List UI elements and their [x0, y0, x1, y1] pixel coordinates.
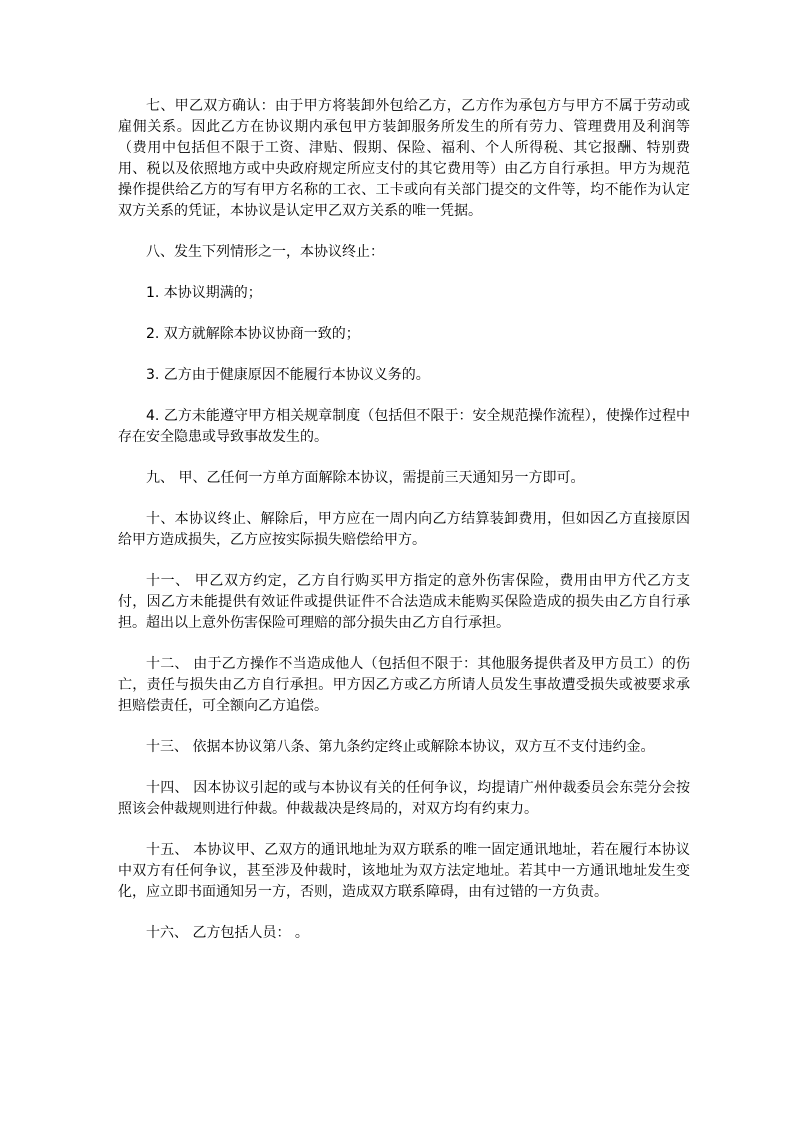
- clause-15-paragraph: 十五、 本协议甲、乙双方的通讯地址为双方联系的唯一固定通讯地址，若在履行本协议中双方有任何争议，甚至涉及仲裁时，该地址为双方法定地址。若其中一方通讯地址发生变化，应立即书面通知另一方，否则，造成双方联系障碍，由有过错的一方负责。: [118, 842, 690, 900]
- clause-13-paragraph: 十三、 依据本协议第八条、第九条约定终止或解除本协议，双方互不支付违约金。: [146, 739, 655, 755]
- clause-8-heading: 八、发生下列情形之一，本协议终止：: [146, 244, 384, 260]
- clause-9-paragraph: 九、 甲、乙任何一方单方面解除本协议，需提前三天通知另一方即可。: [146, 470, 585, 486]
- clause-7-paragraph: 七、甲乙双方确认：由于甲方将装卸外包给乙方，乙方作为承包方与甲方不属于劳动或雇佣关系。因此乙方在协议期内承包甲方装卸服务所发生的所有劳力、管理费用及利润等（费用中包括但不限于工资、津贴、假期、保险、福利、个人所得税、其它报酬、特别费用、税以及依照地方或中央政府规定所应支付的其它费用等）由乙方自行承担。甲方为规范操作提供给乙方的写有甲方名称的工衣、工卡或向有关部门提交的文件等，均不能作为认定双方关系的凭证，本协议是认定甲乙双方关系的唯一凭据。: [118, 98, 690, 219]
- clause-8-item-2: 2. 双方就解除本协议协商一致的；: [146, 326, 360, 342]
- clause-11-paragraph: 十一、 甲乙双方约定，乙方自行购买甲方指定的意外伤害保险，费用由甲方代乙方支付，因乙方未能提供有效证件或提供证件不合法造成未能购买保险造成的损失由乙方自行承担。超出以上意外伤害保险可理赔的部分损失由乙方自行承担。: [118, 573, 690, 631]
- clause-8-item-4: 4. 乙方未能遵守甲方相关规章制度（包括但不限于：安全规范操作流程），使操作过程中存在安全隐患或导致事故发生的。: [118, 408, 690, 445]
- clause-12-paragraph: 十二、 由于乙方操作不当造成他人（包括但不限于：其他服务提供者及甲方员工）的伤亡，责任与损失由乙方自行承担。甲方因乙方或乙方所请人员发生事故遭受损失或被要求承担赔偿责任，可全额向乙方追偿。: [118, 656, 690, 714]
- clause-8-item-3: 3. 乙方由于健康原因不能履行本协议义务的。: [146, 367, 430, 383]
- clause-8-item-1: 1. 本协议期满的；: [146, 285, 262, 301]
- clause-10-paragraph: 十、本协议终止、解除后，甲方应在一周内向乙方结算装卸费用，但如因乙方直接原因给甲方造成损失，乙方应按实际损失赔偿给甲方。: [118, 511, 690, 548]
- document-page: [118, 96, 690, 964]
- clause-16-paragraph: 十六、 乙方包括人员： 。: [146, 925, 309, 941]
- clause-14-paragraph: 十四、 因本协议引起的或与本协议有关的任何争议，均提请广州仲裁委员会东莞分会按照该会仲裁规则进行仲裁。仲裁裁决是终局的，对双方均有约束力。: [118, 780, 690, 817]
